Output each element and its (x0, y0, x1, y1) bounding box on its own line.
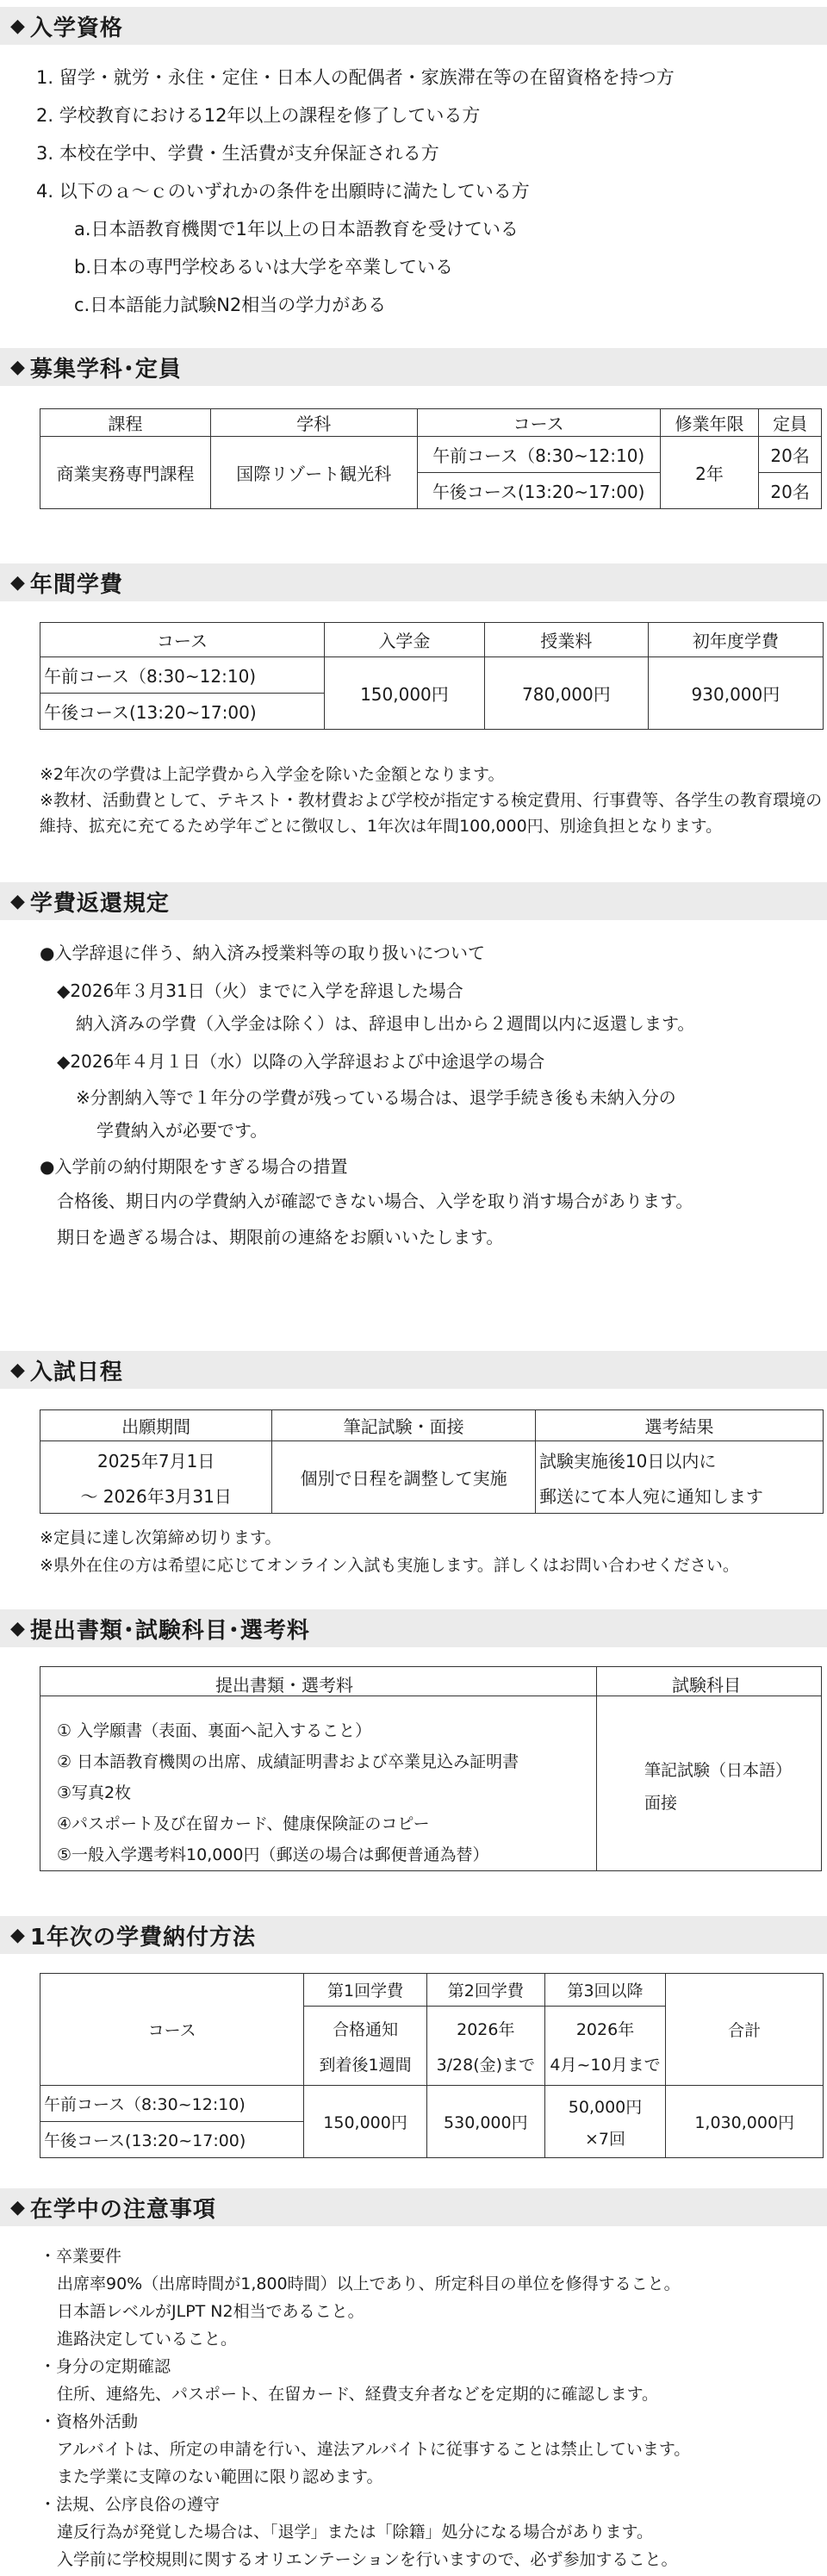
diamond-icon: ◆ (10, 1924, 25, 1946)
refund-line: ◆2026年３月31日（火）までに入学を辞退した場合 (57, 980, 463, 1001)
course-pm: 午後コース(13:20~17:00) (417, 473, 660, 509)
header-cell: 課程 (40, 409, 211, 437)
refund-line: ※分割納入等で１年分の学費が残っている場合は、退学手続き後も未納入分の (76, 1087, 676, 1108)
section-title: 提出書類･試験科目･選考料 (29, 1617, 310, 1644)
notice-line: 住所、連絡先、パスポート、在留カード、経費支弁者などを定期的に確認します。 (57, 2385, 659, 2404)
refund-line: ●入学前の納付期限をすぎる場合の措置 (40, 1156, 348, 1177)
section-notes (0, 2188, 827, 2226)
term-header: 第3回以降 (544, 1974, 666, 2007)
schedule-note: ※定員に達し次第締め切ります。 (40, 1528, 282, 1547)
schedule-note: ※県外在住の方は希望に応じてオンライン入試も実施します。詳しくはお問い合わせください。 (40, 1556, 739, 1575)
refund-line: ●入学辞退に伴う、納入済み授業料等の取り扱いについて (40, 943, 486, 963)
refund-line: ◆2026年４月１日（水）以降の入学辞退および中途退学の場合 (57, 1051, 545, 1072)
study-years: 2年 (660, 437, 758, 509)
requirement-3: 3. 本校在学中、学費・生活費が支弁保証される方 (36, 143, 439, 164)
notice-line: 入学前に学校規則に関するオリエンテーションを行いますので、必ず参加すること。 (57, 2550, 678, 2569)
capacity-am: 20名 (759, 437, 822, 473)
section-header (0, 348, 827, 386)
section-header (0, 563, 827, 601)
condition-c: c.日本語能力試験N2相当の学力がある (74, 295, 387, 315)
course-am: 午前コース（8:30~12:10) (40, 2086, 304, 2122)
capacity-pm: 20名 (759, 473, 822, 509)
section-schedule (0, 1351, 827, 1389)
section-title: 在学中の注意事項 (29, 2196, 216, 2223)
course-type: 商業実務専門課程 (40, 437, 211, 509)
notice-line: 出席率90%（出席時間が1,800時間）以上であり、所定科目の単位を修得すること。 (57, 2274, 681, 2293)
term-when-1: 2026年 (575, 2019, 635, 2039)
section-payment (0, 1916, 827, 1954)
course-am: 午前コース（8:30~12:10) (40, 657, 325, 694)
section-title: 入試日程 (29, 1359, 123, 1385)
divider (596, 1666, 597, 1871)
payment-3 (544, 2086, 666, 2158)
document-item: ④パスポート及び在留カード、健康保険証のコピー (57, 1814, 430, 1833)
section-header (0, 1609, 827, 1647)
section-courses (0, 348, 827, 386)
payment-1: 150,000円 (304, 2086, 427, 2158)
term-when (304, 2007, 427, 2086)
requirement-1: 1. 留学・就労・永住・定住・日本人の配偶者・家族滞在等の在留資格を持つ方 (36, 67, 675, 88)
term-when-2: 到着後1週間 (319, 2055, 412, 2075)
section-header (0, 1916, 827, 1954)
diamond-icon: ◆ (10, 890, 25, 912)
refund-line: 合格後、期日内の学費納入が確認できない場合、入学を取り消す場合があります。 (57, 1191, 693, 1211)
header-cell: 出願期間 (40, 1410, 272, 1441)
notice-heading: ・卒業要件 (40, 2247, 122, 2266)
exam-info: 個別で日程を調整して実施 (272, 1441, 536, 1514)
application-period (40, 1441, 272, 1514)
term-when-1: 合格通知 (333, 2019, 399, 2039)
section-fees (0, 563, 827, 601)
document-item: ② 日本語教育機関の出席、成績証明書および卒業見込み証明書 (57, 1752, 519, 1771)
refund-line: 納入済みの学費（入学金は除く）は、辞退申し出から２週間以内に返還します。 (76, 1013, 695, 1034)
section-title: 年間学費 (29, 571, 123, 598)
tuition-fee: 780,000円 (484, 657, 648, 730)
section-admission (0, 7, 827, 45)
exam-subject: 面接 (644, 1794, 678, 1813)
fees-table (40, 622, 824, 730)
section-documents (0, 1609, 827, 1647)
document-item: ① 入学願書（表面、裏面へ記入すること） (57, 1721, 372, 1740)
notice-line: 日本語レベルがJLPT N2相当であること。 (57, 2302, 364, 2321)
notice-heading: ・法規、公序良俗の遵守 (40, 2495, 221, 2514)
notice-line: また学業に支障のない範囲に限り認めます。 (57, 2467, 383, 2486)
department: 国際リゾート観光科 (210, 437, 417, 509)
section-title: 募集学科･定員 (29, 356, 182, 383)
diamond-icon: ◆ (10, 15, 25, 37)
document-item: ⑤一般入学選考料10,000円（郵送の場合は郵便普通為替） (57, 1845, 489, 1864)
exam-subject: 筆記試験（日本語） (644, 1761, 793, 1780)
notice-line: 違反行為が発覚した場合は、「退学」または「除籍」処分になる場合があります。 (57, 2523, 653, 2542)
section-header (0, 1351, 827, 1389)
header-cell: 初年度学費 (648, 623, 823, 657)
fee-note: ※2年次の学費は上記学費から入学金を除いた金額となります。 (40, 765, 505, 784)
section-header (0, 882, 827, 920)
term-header: 第2回学費 (426, 1974, 544, 2007)
requirement-4: 4. 以下のａ～ｃのいずれかの条件を出願時に満たしている方 (36, 181, 530, 202)
schedule-table (40, 1409, 824, 1514)
period-start: 2025年7月1日 (96, 1450, 215, 1472)
requirement-2: 2. 学校教育における12年以上の課程を修了している方 (36, 105, 481, 126)
term-when-2: 3/28(金)まで (436, 2055, 536, 2075)
term-when (544, 2007, 666, 2086)
fee-note: ※教材、活動費として、テキスト・教材費および学校が指定する検定費用、行事費等、各学生の教育環境の (40, 791, 823, 810)
header-cell: 筆記試験・面接 (272, 1410, 536, 1441)
section-header (0, 2188, 827, 2226)
section-refund (0, 882, 827, 920)
period-end: ～ 2026年3月31日 (80, 1485, 232, 1507)
notice-line: 進路決定していること。 (57, 2330, 238, 2349)
entrance-fee: 150,000円 (324, 657, 484, 730)
condition-a: a.日本語教育機関で1年以上の日本語教育を受けている (74, 219, 519, 240)
header-cell: 授業料 (484, 623, 648, 657)
result-info (535, 1441, 823, 1514)
term-header: 第1回学費 (304, 1974, 427, 2007)
header-cell: 提出書類・選考料 (215, 1675, 353, 1696)
fee-note: 維持、拡充に充てるため学年ごとに徴収し、1年次は年間100,000円、別途負担となります。 (40, 817, 723, 836)
header-cell: 修業年限 (660, 409, 758, 437)
course-pm: 午後コース(13:20~17:00) (40, 2122, 304, 2158)
refund-line: 学費納入が必要です。 (96, 1120, 268, 1141)
header-cell: 入学金 (324, 623, 484, 657)
section-header (0, 7, 827, 45)
document-item: ③写真2枚 (57, 1783, 132, 1802)
diamond-icon: ◆ (10, 1359, 25, 1381)
header-cell: コース (40, 623, 325, 657)
section-title: 1年次の学費納付方法 (29, 1924, 257, 1951)
courses-table (40, 408, 822, 509)
diamond-icon: ◆ (10, 571, 25, 594)
diamond-icon: ◆ (10, 356, 25, 378)
header-cell: 選考結果 (535, 1410, 823, 1441)
condition-b: b.日本の専門学校あるいは大学を卒業している (74, 257, 454, 277)
notice-heading: ・身分の定期確認 (40, 2357, 171, 2376)
first-year-fee: 930,000円 (648, 657, 823, 730)
result-line-1: 試験実施後10日以内に (538, 1450, 717, 1472)
notice-heading: ・資格外活動 (40, 2412, 139, 2431)
section-title: 学費返還規定 (29, 890, 170, 917)
header-cell: 合計 (666, 1974, 824, 2086)
term-when-1: 2026年 (457, 2019, 515, 2039)
refund-line: 期日を過ぎる場合は、期限前の連絡をお願いいたします。 (57, 1227, 504, 1248)
payment-3-amount: 50,000円 (568, 2097, 643, 2117)
diamond-icon: ◆ (10, 2196, 25, 2218)
course-am: 午前コース（8:30~12:10) (417, 437, 660, 473)
section-title: 入学資格 (29, 15, 123, 41)
header-cell: コース (40, 1974, 304, 2086)
term-when-2: 4月~10月まで (550, 2055, 661, 2075)
payment-table (40, 1973, 824, 2158)
payment-3-times: ×7回 (585, 2129, 626, 2149)
header-cell: コース (417, 409, 660, 437)
diamond-icon: ◆ (10, 1617, 25, 1640)
header-cell: 定員 (759, 409, 822, 437)
course-pm: 午後コース(13:20~17:00) (40, 694, 325, 730)
notice-line: アルバイトは、所定の申請を行い、違法アルバイトに従事することは禁止しています。 (57, 2440, 691, 2459)
result-line-2: 郵送にて本人宛に通知します (538, 1485, 763, 1507)
header-cell: 学科 (210, 409, 417, 437)
payment-2: 530,000円 (426, 2086, 544, 2158)
header-cell: 試験科目 (672, 1675, 741, 1696)
term-when (426, 2007, 544, 2086)
payment-total: 1,030,000円 (666, 2086, 824, 2158)
